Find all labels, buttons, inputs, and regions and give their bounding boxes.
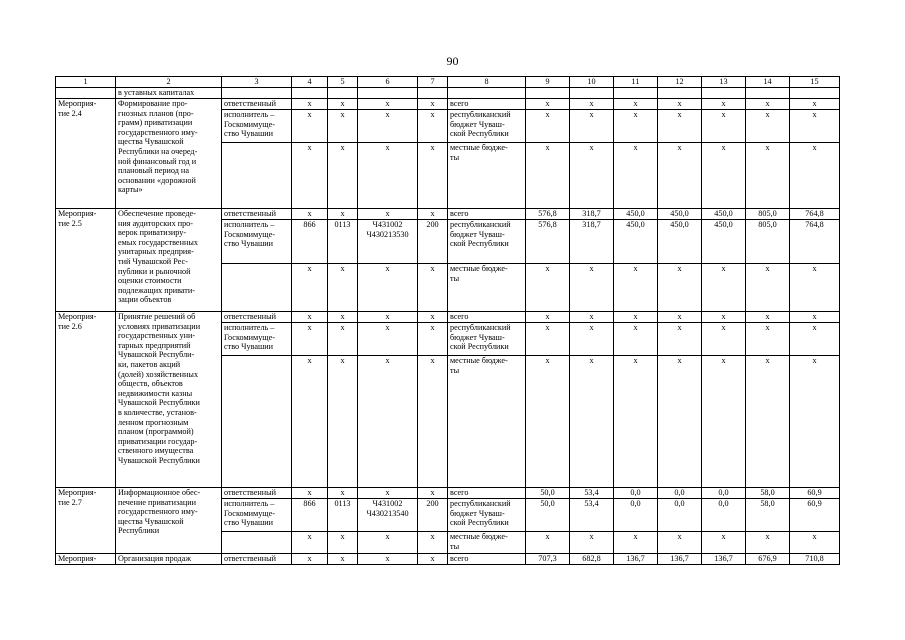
responsible (222, 532, 292, 554)
code-c4: х (292, 323, 328, 356)
value-year-5: 450,0 (702, 209, 746, 220)
value-year-3: х (614, 143, 658, 209)
header-cell-3: 3 (222, 77, 292, 88)
header-cell-11: 11 (614, 77, 658, 88)
code-c6: х (358, 488, 418, 499)
code-c5: х (328, 532, 358, 554)
value-year-7: х (790, 143, 840, 209)
value-year-2: 318,7 (570, 220, 614, 264)
code-c4: 866 (292, 499, 328, 532)
value-year-4: х (658, 110, 702, 143)
header-cell-12: 12 (658, 77, 702, 88)
responsible: исполнитель – Госкомимуще- ство Чувашии (222, 110, 292, 143)
value-year-5: 450,0 (702, 220, 746, 264)
event-id: Мероприя- тие 2.5 (56, 209, 116, 312)
value-year-2: 682,8 (570, 554, 614, 565)
event-id: Мероприя- тие 2.7 (56, 488, 116, 554)
code-c5: х (328, 554, 358, 565)
code-c5: 0113 (328, 499, 358, 532)
code-c6: х (358, 209, 418, 220)
header-cell-5: 5 (328, 77, 358, 88)
code-c5: х (328, 264, 358, 312)
value-year-2: х (570, 356, 614, 488)
funding-source: всего (448, 312, 526, 323)
value-year-3: х (614, 110, 658, 143)
value-year-7: х (790, 264, 840, 312)
value-year-2: х (570, 323, 614, 356)
code-c4: х (292, 209, 328, 220)
value-year-6: 805,0 (746, 209, 790, 220)
code-c5: 0113 (328, 220, 358, 264)
value-year-6: х (746, 143, 790, 209)
value-year-3: 0,0 (614, 499, 658, 532)
value-year-1: х (526, 143, 570, 209)
continuation-row (56, 88, 840, 99)
header-cell-2: 2 (116, 77, 222, 88)
value-year-7: х (790, 312, 840, 323)
code-c5: х (328, 356, 358, 488)
code-c4: х (292, 99, 328, 110)
value-year-6: х (746, 312, 790, 323)
value-year-7: 60,9 (790, 499, 840, 532)
code-c5: х (328, 99, 358, 110)
value-year-5: х (702, 356, 746, 488)
code-c7: х (418, 554, 448, 565)
code-c7: х (418, 356, 448, 488)
code-c5: х (328, 312, 358, 323)
header-cell-4: 4 (292, 77, 328, 88)
value-year-4: х (658, 99, 702, 110)
value-year-4: 0,0 (658, 488, 702, 499)
value-year-1: х (526, 532, 570, 554)
value-year-1: х (526, 99, 570, 110)
funding-source: всего (448, 554, 526, 565)
header-cell-7: 7 (418, 77, 448, 88)
value-year-3: х (614, 532, 658, 554)
responsible: ответственный (222, 488, 292, 499)
value-year-1: х (526, 323, 570, 356)
code-c7: х (418, 143, 448, 209)
header-cell-13: 13 (702, 77, 746, 88)
value-year-4: х (658, 532, 702, 554)
value-year-6: х (746, 264, 790, 312)
value-year-5: х (702, 143, 746, 209)
event-name: Формирование про- гнозных планов (про- грамм) приватизации государственного иму- щества Чувашской Республики на очеред- ной финансовый год и плановый период на основании «дорожной карты» (116, 99, 222, 209)
value-year-7: х (790, 532, 840, 554)
value-year-3: х (614, 356, 658, 488)
table-row (56, 312, 840, 323)
value-year-2: х (570, 312, 614, 323)
value-year-5: 0,0 (702, 499, 746, 532)
code-c6: Ч431002 Ч430213540 (358, 499, 418, 532)
value-year-3: х (614, 312, 658, 323)
value-year-3: х (614, 264, 658, 312)
header-cell-14: 14 (746, 77, 790, 88)
code-c4: х (292, 356, 328, 488)
event-id: Мероприя- (56, 554, 116, 565)
value-year-1: 576,8 (526, 220, 570, 264)
code-c6: х (358, 264, 418, 312)
code-c4: х (292, 488, 328, 499)
code-c7: 200 (418, 499, 448, 532)
continuation-text: в уставных капиталах (116, 88, 222, 99)
value-year-6: 58,0 (746, 499, 790, 532)
value-year-7: 60,9 (790, 488, 840, 499)
value-year-5: х (702, 110, 746, 143)
value-year-2: 53,4 (570, 488, 614, 499)
value-year-6: х (746, 356, 790, 488)
table-row (56, 209, 840, 220)
value-year-2: 53,4 (570, 499, 614, 532)
value-year-6: 805,0 (746, 220, 790, 264)
value-year-7: х (790, 99, 840, 110)
value-year-7: х (790, 356, 840, 488)
value-year-1: х (526, 312, 570, 323)
code-c7: х (418, 209, 448, 220)
value-year-7: 764,8 (790, 209, 840, 220)
value-year-1: х (526, 110, 570, 143)
value-year-4: х (658, 323, 702, 356)
code-c4: х (292, 110, 328, 143)
code-c7: х (418, 532, 448, 554)
table-row (56, 488, 840, 499)
code-c6: х (358, 323, 418, 356)
responsible: ответственный (222, 312, 292, 323)
value-year-5: х (702, 99, 746, 110)
code-c6: х (358, 110, 418, 143)
header-cell-8: 8 (448, 77, 526, 88)
event-id: Мероприя- тие 2.6 (56, 312, 116, 488)
code-c7: х (418, 312, 448, 323)
value-year-4: 0,0 (658, 499, 702, 532)
value-year-5: 0,0 (702, 488, 746, 499)
code-c5: х (328, 110, 358, 143)
value-year-3: 136,7 (614, 554, 658, 565)
event-name: Обеспечение проведе- ния аудиторских про- верок приватизиру- емых государственных унитарных предприя- тий Чувашской Рес- публики и рыночной оценки стоимости подлежащих привати- зации объектов (116, 209, 222, 312)
funding-source: местные бюдже- ты (448, 356, 526, 488)
responsible (222, 264, 292, 312)
value-year-1: 576,8 (526, 209, 570, 220)
value-year-5: х (702, 312, 746, 323)
value-year-6: 676,9 (746, 554, 790, 565)
code-c4: х (292, 532, 328, 554)
value-year-1: 707,3 (526, 554, 570, 565)
funding-source: республиканский бюджет Чуваш- ской Республики (448, 499, 526, 532)
value-year-4: х (658, 356, 702, 488)
event-id: Мероприя- тие 2.4 (56, 99, 116, 209)
code-c6: х (358, 554, 418, 565)
code-c5: х (328, 143, 358, 209)
value-year-4: х (658, 312, 702, 323)
responsible: исполнитель – Госкомимуще- ство Чувашии (222, 323, 292, 356)
header-cell-6: 6 (358, 77, 418, 88)
table-row (56, 99, 840, 110)
code-c5: х (328, 488, 358, 499)
value-year-6: х (746, 532, 790, 554)
responsible (222, 143, 292, 209)
event-name: Принятие решений об условиях приватизации государственных уни- тарных предприятий Чувашской Республи- ки, пакетов акций (долей) хозяйственных обществ, объектов недвижимости казны Чувашской Республики в количестве, установ- ленном прогнозным планом (программой) приватизации государ- ственного имущества Чувашской Республики (116, 312, 222, 488)
value-year-3: 450,0 (614, 220, 658, 264)
funding-source: республиканский бюджет Чуваш- ской Республики (448, 220, 526, 264)
value-year-5: 136,7 (702, 554, 746, 565)
value-year-7: 764,8 (790, 220, 840, 264)
funding-source: местные бюдже- ты (448, 264, 526, 312)
value-year-4: х (658, 143, 702, 209)
value-year-1: х (526, 356, 570, 488)
funding-source: местные бюдже- ты (448, 532, 526, 554)
value-year-4: х (658, 264, 702, 312)
code-c6: х (358, 312, 418, 323)
code-c6: х (358, 356, 418, 488)
responsible: ответственный (222, 209, 292, 220)
code-c6: Ч431002 Ч430213530 (358, 220, 418, 264)
page-number: 90 (446, 54, 459, 68)
code-c7: х (418, 488, 448, 499)
funding-source: всего (448, 488, 526, 499)
code-c4: х (292, 312, 328, 323)
responsible: исполнитель – Госкомимуще- ство Чувашии (222, 220, 292, 264)
header-cell-10: 10 (570, 77, 614, 88)
value-year-5: х (702, 264, 746, 312)
header-cell-9: 9 (526, 77, 570, 88)
value-year-2: х (570, 532, 614, 554)
funding-source: республиканский бюджет Чуваш- ской Республики (448, 323, 526, 356)
value-year-4: 450,0 (658, 220, 702, 264)
responsible: ответственный (222, 99, 292, 110)
value-year-6: х (746, 99, 790, 110)
value-year-2: х (570, 99, 614, 110)
value-year-3: х (614, 99, 658, 110)
value-year-2: х (570, 264, 614, 312)
value-year-6: х (746, 323, 790, 356)
event-name: Информационное обес- печение приватизации государственного иму- щества Чувашской Республики (116, 488, 222, 554)
responsible (222, 356, 292, 488)
value-year-7: 710,8 (790, 554, 840, 565)
funding-source: местные бюдже- ты (448, 143, 526, 209)
code-c7: х (418, 264, 448, 312)
value-year-7: х (790, 323, 840, 356)
header-cell-1: 1 (56, 77, 116, 88)
value-year-2: х (570, 143, 614, 209)
header-cell-15: 15 (790, 77, 840, 88)
value-year-3: 0,0 (614, 488, 658, 499)
value-year-6: 58,0 (746, 488, 790, 499)
responsible: ответственный (222, 554, 292, 565)
code-c7: х (418, 323, 448, 356)
table-row (56, 554, 840, 565)
code-c7: х (418, 99, 448, 110)
code-c6: х (358, 143, 418, 209)
code-c5: х (328, 209, 358, 220)
event-name: Организация продаж (116, 554, 222, 565)
funding-source: республиканский бюджет Чуваш- ской Республики (448, 110, 526, 143)
funding-source: всего (448, 209, 526, 220)
funding-source: всего (448, 99, 526, 110)
value-year-5: х (702, 323, 746, 356)
code-c7: 200 (418, 220, 448, 264)
code-c4: х (292, 554, 328, 565)
value-year-3: х (614, 323, 658, 356)
responsible: исполнитель – Госкомимуще- ство Чувашии (222, 499, 292, 532)
value-year-4: 450,0 (658, 209, 702, 220)
header-row (56, 77, 840, 88)
value-year-1: х (526, 264, 570, 312)
code-c7: х (418, 110, 448, 143)
value-year-2: х (570, 110, 614, 143)
code-c4: х (292, 264, 328, 312)
code-c4: х (292, 143, 328, 209)
budget-table (55, 76, 840, 565)
code-c6: х (358, 99, 418, 110)
value-year-1: 50,0 (526, 499, 570, 532)
value-year-5: х (702, 532, 746, 554)
code-c4: 866 (292, 220, 328, 264)
value-year-1: 50,0 (526, 488, 570, 499)
value-year-6: х (746, 110, 790, 143)
code-c6: х (358, 532, 418, 554)
value-year-2: 318,7 (570, 209, 614, 220)
value-year-3: 450,0 (614, 209, 658, 220)
value-year-7: х (790, 110, 840, 143)
value-year-4: 136,7 (658, 554, 702, 565)
code-c5: х (328, 323, 358, 356)
